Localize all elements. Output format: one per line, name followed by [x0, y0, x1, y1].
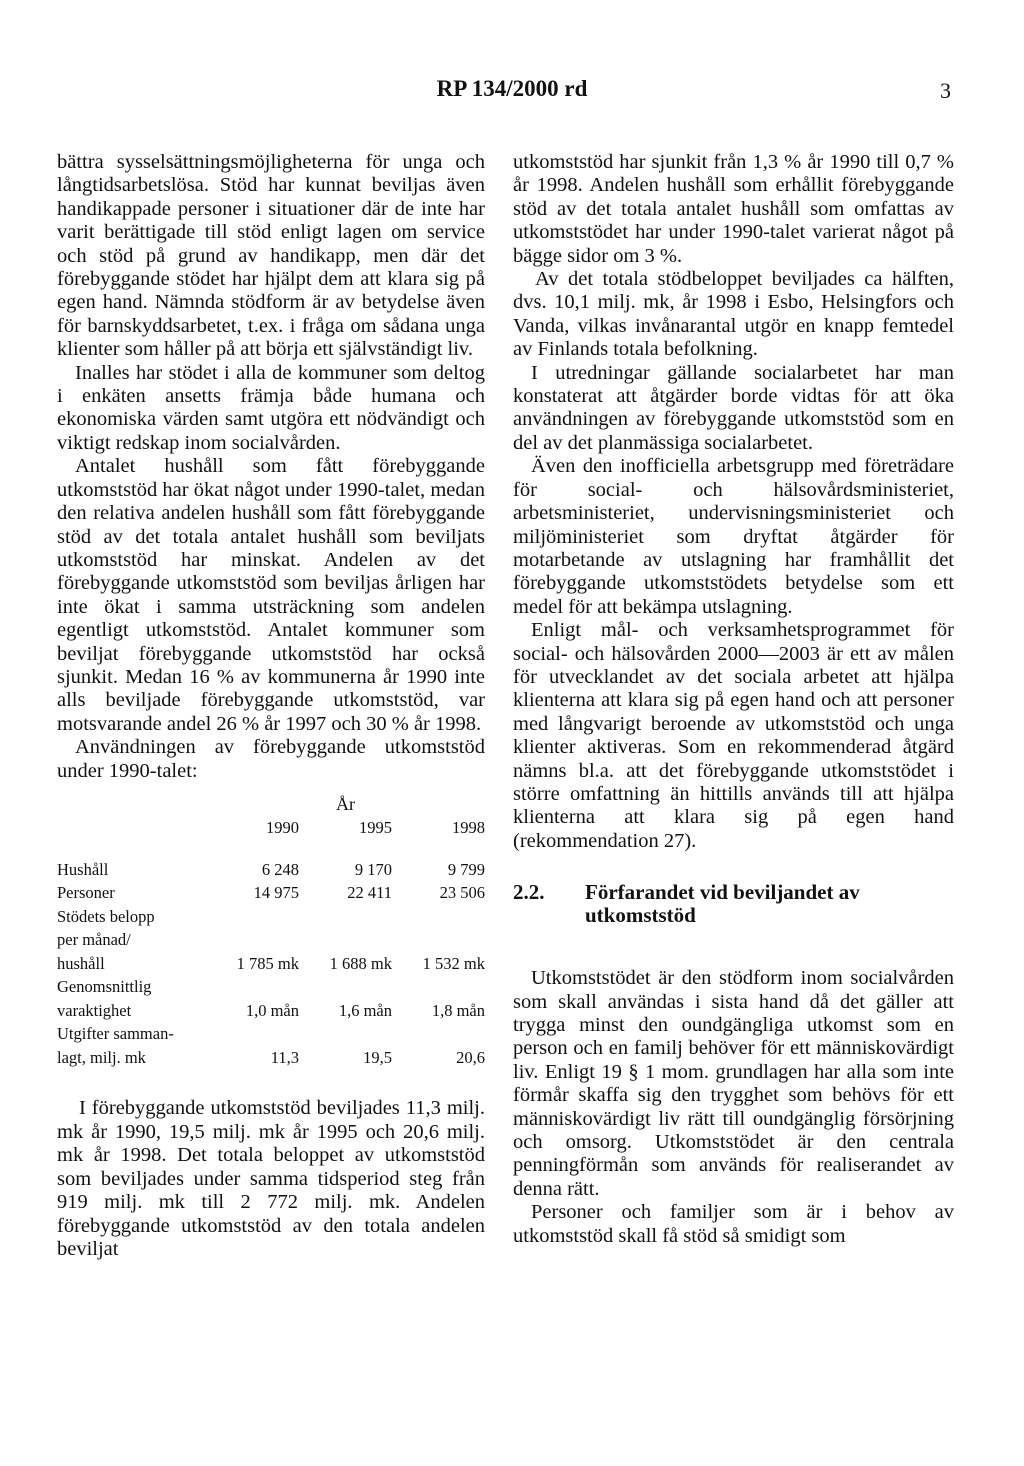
table-cell: 1,0 mån — [245, 1000, 299, 1020]
table-row-label: Personer — [57, 883, 115, 903]
right-paragraph-5: Enligt mål- och verksamhetsprogrammet för social- och hälsovården 2000—2003 är ett av målen för utvecklandet av det sociala arbetet att hjälpa klienterna att klara sig på egen hand och att personer med långvarigt beroende av utkomststöd och unga klienter aktiveras. Som en rekommenderad åtgärd nämns bl.a. att det förebyggande utkomststödet i större omfattning än hittills används till att hjälpa klienterna att klara sig på egen hand (rekommendation 27). — [513, 619, 954, 852]
section-number: 2.2. — [513, 880, 545, 905]
table-header-row — [57, 816, 485, 858]
table-cell: 14 975 — [253, 883, 299, 903]
right-paragraph-7: Personer och familjer som är i behov av utkomststöd skall få stöd så smidigt som — [513, 1201, 954, 1247]
right-paragraph-3: I utredningar gällande socialarbetet har man konstaterat att åtgärder borde vidtas för att öka användningen av förebyggande utkomststöd som en del av det planmässiga socialarbetet. — [513, 361, 954, 454]
table-row-label: Genomsnittlig — [57, 977, 152, 997]
right-paragraph-4: Även den inofficiella arbetsgrupp med företrädare för social- och hälsovårdsministeriet, arbetsministeriet, undervisningsministeriet och miljöministeriet som dryftat åtgärder för motarbetande av utslagning har framhållit det förebyggande utkomststödets betydelse som ett medel för att bekämpa utslagning. — [513, 455, 954, 618]
table-cell: 11,3 — [270, 1047, 299, 1067]
table-row — [57, 858, 485, 882]
left-paragraph-4: Användningen av förebyggande utkomststöd under 1990-talet: — [57, 736, 485, 782]
table-row-label: per månad/ — [57, 930, 131, 950]
page-number: 3 — [940, 78, 951, 103]
statistics-table — [57, 791, 485, 1070]
table-row — [57, 928, 485, 952]
left-column — [57, 151, 485, 1261]
table-cell: 1 532 mk — [422, 953, 485, 973]
left-paragraph-2: Inalles har stödet i alla de kommuner som deltog i enkäten ansetts främja både humana och ekonomiska värden samt utgöra ett nödvändigt och viktigt redskap inom socialvården. — [57, 361, 485, 454]
table-row-label: varaktighet — [57, 1000, 132, 1020]
table-cell: 22 411 — [347, 883, 392, 903]
table-cell: 1,6 mån — [338, 1000, 392, 1020]
table-row — [57, 1022, 485, 1046]
table-row-label: Hushåll — [57, 859, 109, 879]
table-year-group-label: År — [336, 793, 355, 814]
section-heading — [513, 881, 954, 927]
right-column — [513, 151, 954, 1248]
table-row — [57, 881, 485, 905]
section-title: Förfarandet vid beviljandet av utkomststöd — [585, 880, 860, 928]
left-paragraph-3: Antalet hushåll som fått förebyggande utkomststöd har ökat något under 1990-talet, medan den relativa andelen hushåll som fått förebyggande stöd av det totala antalet hushåll som beviljats utkomststöd har minskat. Andelen av det förebyggande utkomststöd som beviljas årligen har inte ökat i samma utsträckning som andelen egentligt utkomststöd. Antalet kommuner som beviljat förebyggande utkomststöd har också sjunkit. Medan 16 % av kommunerna år 1990 inte alls beviljade förebyggande utkomststöd, var motsvarande andel 26 % år 1997 och 30 % år 1998. — [57, 455, 485, 735]
left-paragraph-1: bättra sysselsättningsmöjligheterna för unga och långtidsarbetslösa. Stöd har kunnat beviljas även handikappade personer i situationer där de inte har varit berättigade till stöd enligt lagen om service och stöd på grund av handikapp, men där det förebyggande stödet har hjälpt dem att klara sig på egen hand. Nämnda stödform är av betydelse även för barnskyddsarbetet, t.ex. i fråga om sådana unga klienter som håller på att börja ett självständigt liv. — [57, 151, 485, 361]
table-cell: 1 785 mk — [236, 953, 299, 973]
left-paragraph-5: I förebyggande utkomststöd beviljades 11,3 milj. mk år 1990, 19,5 milj. mk år 1995 och 20,6 milj. mk år 1998. Det totala beloppet av utkomststöd som beviljades under samma tidsperiod steg från 919 milj. mk till 2 772 milj. mk. Andelen förebyggande utkomststöd av den totala andelen beviljat — [57, 1097, 485, 1260]
table-row-label: Stödets belopp — [57, 906, 155, 926]
table-cell: 1,8 mån — [431, 1000, 485, 1020]
statistics-table-wrapper — [57, 791, 485, 1070]
table-row — [57, 952, 485, 976]
table-cell: 1 688 mk — [329, 953, 392, 973]
table-cell: 6 248 — [261, 859, 299, 879]
table-year-header: 1998 — [452, 818, 485, 838]
table-cell: 23 506 — [439, 883, 485, 903]
table-row — [57, 1046, 485, 1070]
table-cell: 9 170 — [354, 859, 392, 879]
table-row — [57, 905, 485, 929]
table-row — [57, 975, 485, 999]
table-year-header: 1990 — [266, 818, 299, 838]
table-year-group-row — [57, 791, 485, 817]
right-paragraph-2: Av det totala stödbeloppet beviljades ca hälften, dvs. 10,1 milj. mk, år 1998 i Esbo, Helsingfors och Vanda, vilkas invånarantal utgör en knapp femtedel av Finlands totala befolkning. — [513, 268, 954, 361]
table-cell: 19,5 — [363, 1047, 392, 1067]
running-header-title: RP 134/2000 rd — [436, 76, 588, 101]
table-row-label: hushåll — [57, 953, 105, 973]
table-year-header: 1995 — [359, 818, 392, 838]
right-paragraph-6: Utkomststödet är den stödform inom socialvården som skall användas i sista hand då det gäller att trygga minst den oundgängliga utkomst som en person och en familj behöver för ett människovärdigt liv. Enligt 19 § 1 mom. grundlagen har alla som inte förmår skaffa sig den trygghet som behövs för ett människovärdigt liv rätt till oundgänglig försörjning och omsorg. Utkomststödet är den centrala penningförmån som används för realiserandet av denna rätt. — [513, 967, 954, 1200]
table-row — [57, 999, 485, 1023]
table-row-label: lagt, milj. mk — [57, 1047, 146, 1067]
table-cell: 9 799 — [447, 859, 485, 879]
table-cell: 20,6 — [456, 1047, 485, 1067]
table-row-label: Utgifter samman- — [57, 1024, 174, 1044]
right-paragraph-1: utkomststöd har sjunkit från 1,3 % år 1990 till 0,7 % år 1998. Andelen hushåll som erhållit förebyggande stöd av det totala antalet hushåll som omfattas av utkomststödet har under 1990-talet varierat något på bägge sidor om 3 %. — [513, 151, 954, 267]
